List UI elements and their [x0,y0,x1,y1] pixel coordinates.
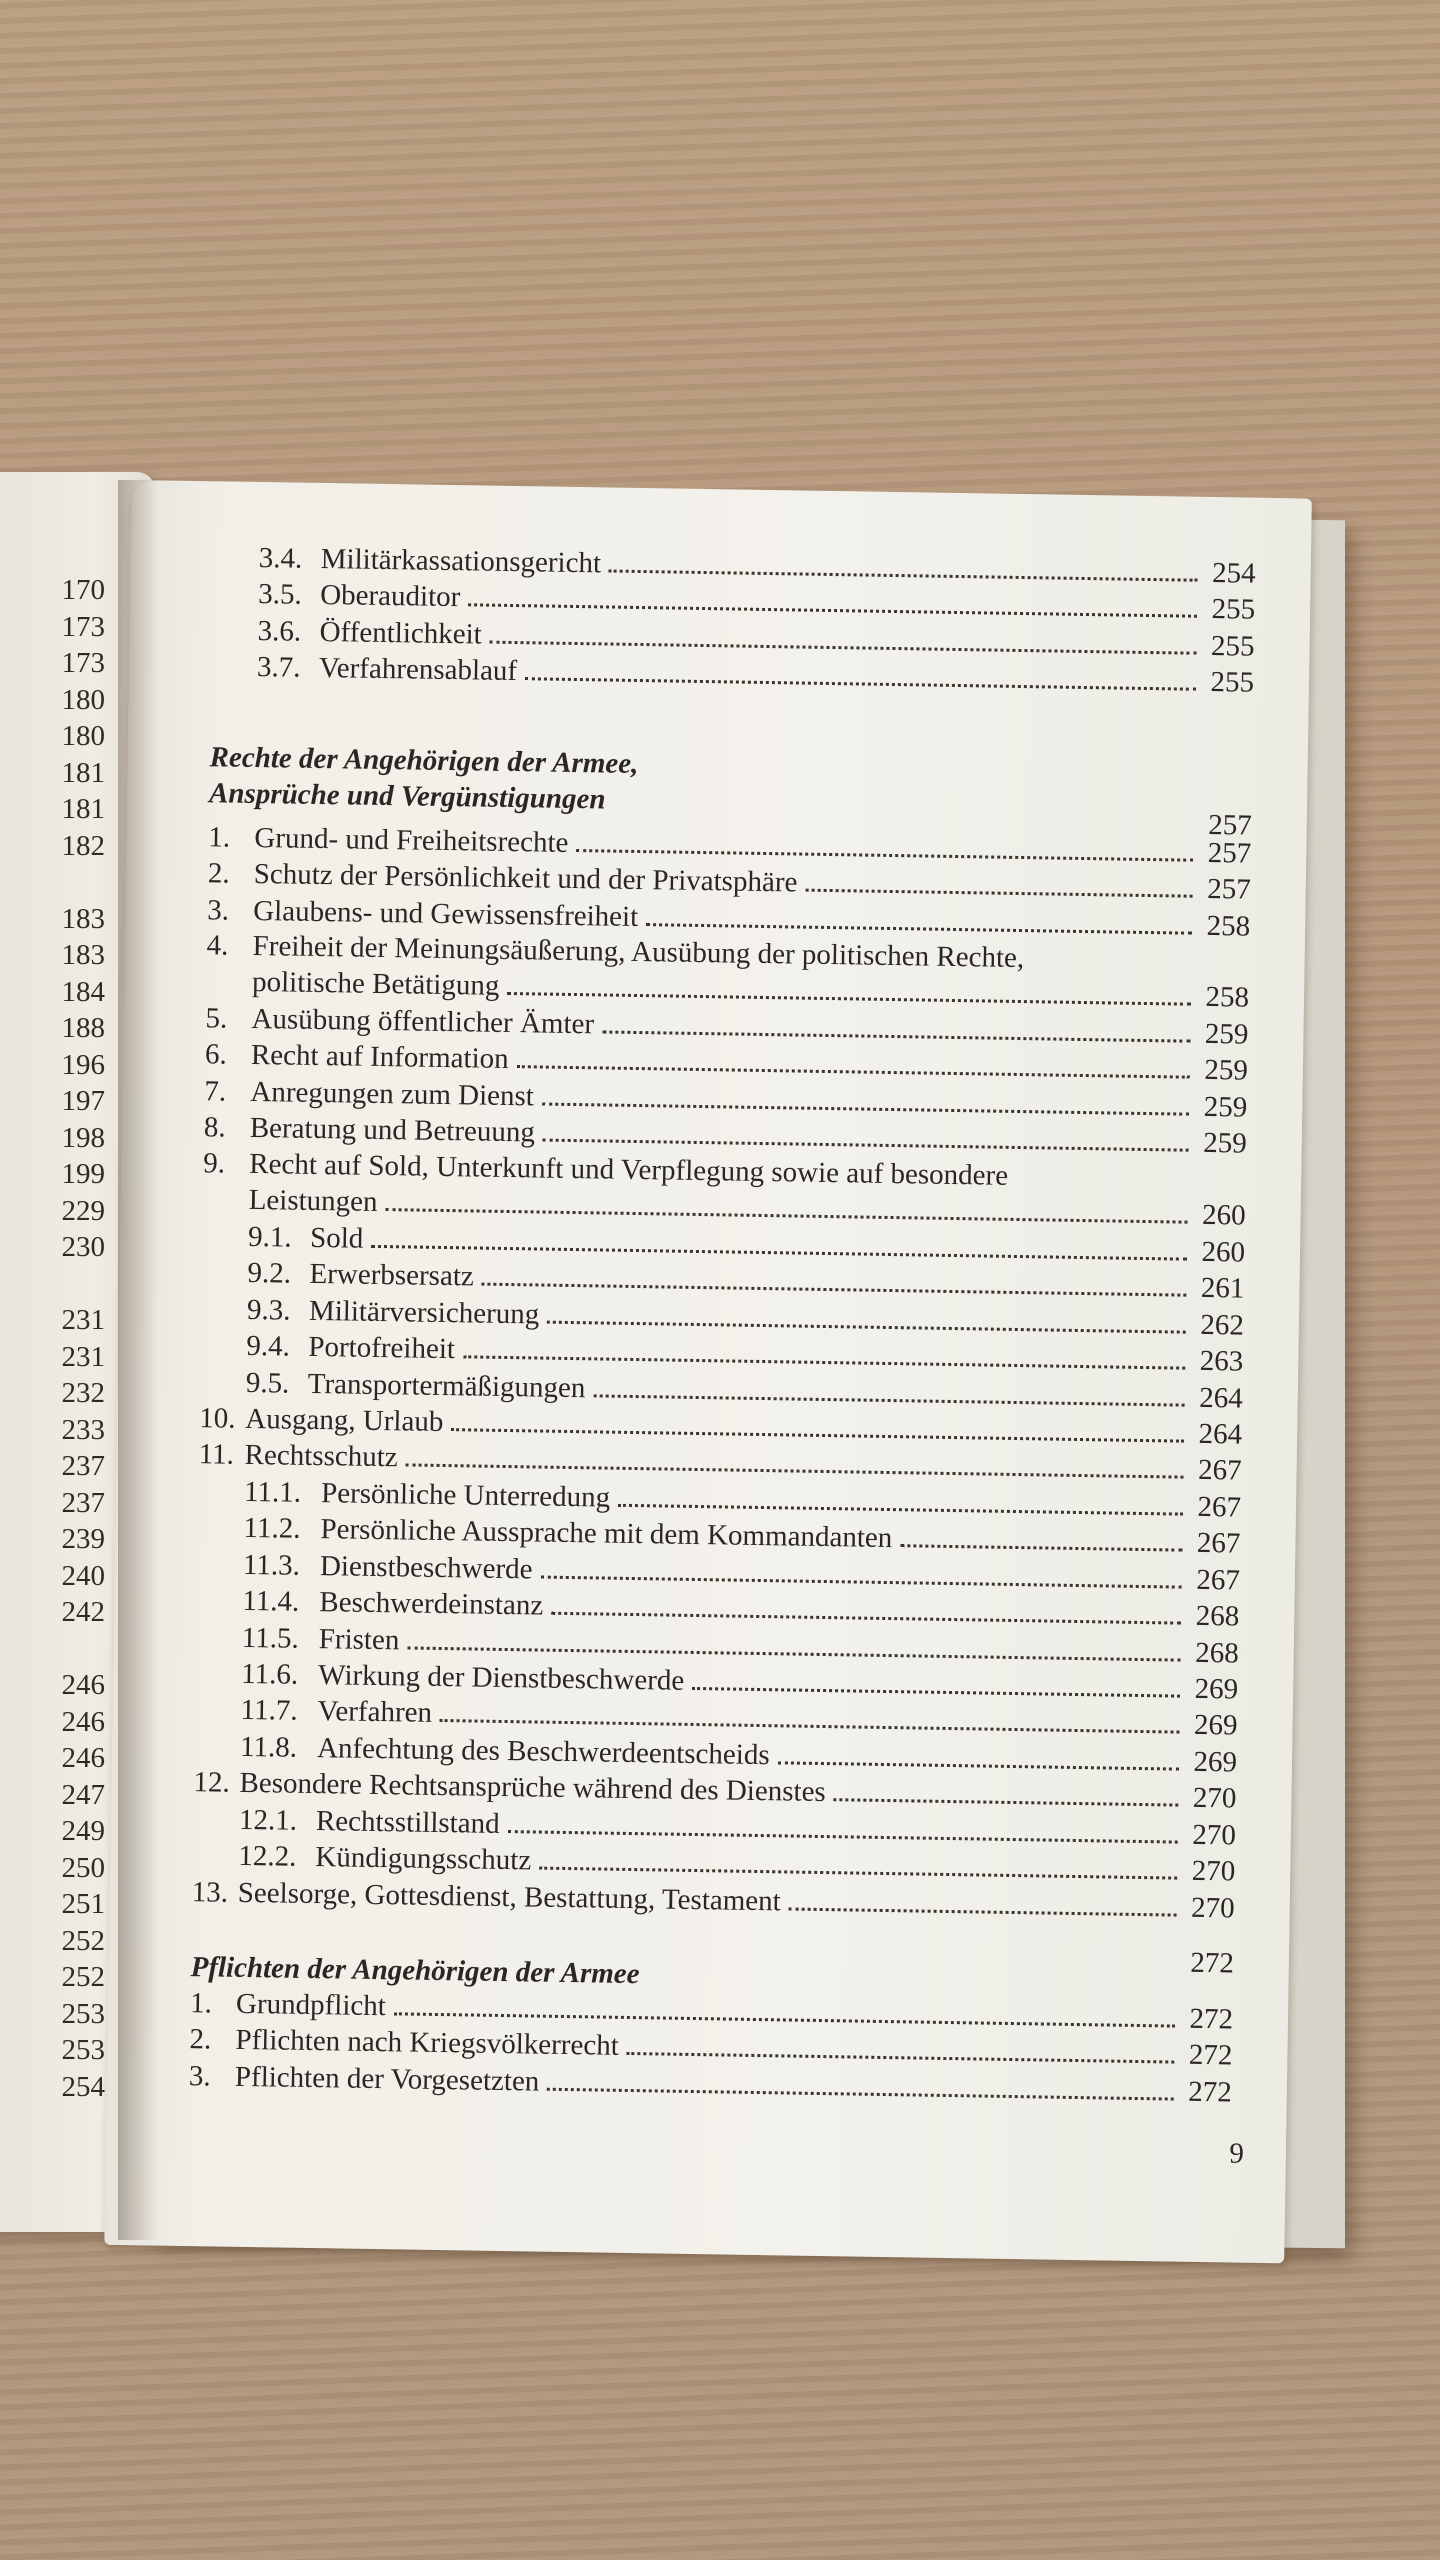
toc-entry-page: 272 [1188,2075,1233,2109]
toc-entry-title: Seelsorge, Gottesdienst, Bestattung, Testament [237,1876,782,1918]
toc-entry-number: 11.8. [239,1730,298,1764]
left-page-number: 199 [61,1158,105,1190]
toc-entry-page: 270 [1190,1891,1235,1925]
toc-entry-9-number: 9. [203,1147,226,1180]
toc-leader-dots [834,1798,1179,1806]
toc-leader-dots [490,640,1197,654]
section-heading-pflichten: Pflichten der Angehörigen der Armee [190,1951,640,1991]
toc-entry-title: Pflichten nach Kriegsvölkerrecht [235,2024,620,2063]
toc-leader-dots [618,1504,1183,1516]
toc-leader-dots [463,1355,1185,1369]
toc-entry-page: 270 [1192,1818,1237,1852]
left-page-number: 232 [61,1377,105,1409]
toc-entry-title: Ausgang, Urlaub [245,1402,444,1439]
left-page-number: 239 [61,1523,105,1555]
toc-leader-dots [507,1830,1177,1844]
toc-entry-title: Transportermäßigungen [307,1367,586,1404]
left-page-number: 250 [61,1851,105,1884]
toc-entry-number: 12.1. [238,1803,298,1837]
toc-entry-page: 264 [1198,1381,1243,1415]
toc-leader-dots [539,1867,1177,1880]
toc-leader-dots [547,1320,1186,1333]
toc-leader-dots [406,1464,1184,1479]
toc-entry-title: Kündigungsschutz [315,1841,532,1877]
toc-entry-number: 11.1. [243,1475,302,1509]
toc-entry-number: 12. [193,1766,231,1799]
toc-leader-dots [468,604,1197,618]
left-page-number: 180 [61,720,105,752]
toc-entry-page: 259 [1202,1127,1247,1160]
toc-entry-number: 11.7. [240,1694,298,1728]
left-page-number: 231 [61,1304,105,1336]
toc-entry-page: 257 [1207,836,1252,870]
left-page-number: 180 [61,683,105,716]
toc-entry-title: Militärkassationsgericht [320,542,602,580]
toc-entry-number: 9.4. [246,1330,291,1363]
toc-entry-number: 13. [191,1876,229,1909]
toc-entry-page: 262 [1200,1308,1245,1342]
toc-leader-dots [777,1761,1178,1770]
toc-entry-page: 270 [1191,1855,1236,1888]
toc-entry-number: 8. [203,1111,226,1144]
toc-leader-dots [543,1139,1189,1152]
left-page-number: 183 [61,939,105,971]
toc-entry-number: 5. [205,1002,228,1035]
book-gutter-shadow [118,480,158,2240]
toc-entry-title: Erwerbsersatz [309,1258,475,1293]
toc-leader-dots [507,992,1191,1006]
toc-leader-dots [407,1646,1180,1661]
toc-leader-dots [900,1545,1182,1552]
toc-entry-page: 269 [1193,1709,1238,1742]
left-page-number: 252 [61,1961,105,1993]
toc-entry-number: 3. [188,2059,211,2093]
left-page-number: 246 [61,1705,105,1738]
left-page-number: 230 [61,1231,105,1263]
toc-entry-title: Grund- und Freiheitsrechte [254,821,569,859]
left-page-number: 246 [61,1742,105,1774]
left-page-number: 182 [61,829,105,862]
toc-entry-title: Sold [309,1221,364,1255]
toc-entry-page: 259 [1204,1054,1249,1087]
toc-leader-dots [602,1030,1190,1042]
toc-entry-page: 260 [1201,1198,1246,1232]
left-page-number: 237 [61,1450,105,1482]
toc-entry-number: 11. [198,1438,235,1472]
toc-entry-number: 12.2. [238,1840,297,1874]
left-page-number: 183 [61,902,105,935]
toc-entry-number: 9.1. [247,1220,292,1254]
toc-leader-dots [576,849,1193,862]
toc-leader-dots [593,1394,1184,1406]
toc-entry-number: 9.5. [245,1366,290,1400]
left-page-number: 196 [61,1048,105,1081]
section-heading-rechte-page: 257 [1207,808,1252,842]
toc-leader-dots [394,2012,1175,2027]
toc-leader-dots [692,1687,1180,1698]
toc-entry-title: Verfahren [317,1695,433,1730]
toc-entry-title: Wirkung der Dienstbeschwerde [318,1659,685,1697]
toc-entry-title: Beratung und Betreuung [249,1112,536,1149]
toc-leader-dots [525,677,1196,691]
toc-leader-dots [646,923,1192,935]
toc-leader-dots [482,1283,1187,1297]
left-page-number: 181 [61,793,105,825]
toc-entry-title: Besondere Rechtsansprüche während des Dienstes [239,1766,826,1809]
left-page-number [0,864,105,901]
toc-entry-page: 255 [1211,593,1256,627]
toc-entry-page: 269 [1194,1672,1239,1706]
left-page-number: 237 [61,1486,105,1519]
left-page-number: 173 [61,647,105,679]
toc-entry-page: 257 [1206,873,1251,907]
toc-entry-page: 255 [1210,666,1255,699]
toc-entry-number: 11.3. [242,1548,301,1582]
toc-entry-number: 6. [204,1038,227,1071]
toc-entry-title: Glaubens- und Gewissensfreiheit [252,894,639,933]
left-page-number [0,1631,105,1668]
left-page-number: 242 [61,1596,105,1628]
toc-entry-title: Persönliche Unterredung [320,1477,611,1514]
toc-entry-9-line1: Recht auf Sold, Unterkunft und Verpflegung sowie auf besondere [249,1147,1009,1192]
toc-leader-dots [551,1612,1181,1625]
toc-entry-4-number: 4. [206,929,229,962]
toc-entry-page: 264 [1198,1417,1243,1451]
toc-leader-dots [540,1575,1181,1588]
toc-entry-page: 259 [1204,1017,1249,1051]
section-heading-rechte-line1: Rechte der Angehörigen der Armee, [209,741,639,780]
toc-entry-number: 3.7. [256,651,301,684]
toc-entry-number: 3. [207,894,230,927]
toc-entry-page: 261 [1200,1272,1245,1305]
left-page-number: 253 [61,2034,105,2066]
toc-entry-title: Recht auf Information [250,1039,509,1076]
toc-entry-number: 11.4. [242,1585,300,1618]
section-heading-pflichten-page: 272 [1190,1946,1235,1980]
toc-entry-page: 272 [1188,2039,1233,2072]
toc-leader-dots [627,2052,1175,2064]
toc-entry-title: Rechtsstillstand [315,1805,500,1840]
toc-entry-page: 267 [1197,1454,1242,1487]
left-page-number: 233 [61,1413,105,1446]
left-page-number: 198 [61,1121,105,1154]
toc-leader-dots [542,1102,1189,1115]
toc-entry-title: Verfahrensablauf [318,652,518,688]
left-page-number: 181 [61,756,105,789]
toc-leader-dots [516,1066,1189,1080]
toc-entry-page: 263 [1199,1345,1244,1378]
toc-entry-page: 267 [1196,1527,1241,1560]
left-page-number: 246 [61,1669,105,1701]
toc-entry-page: 258 [1205,980,1250,1014]
table-of-contents [104,480,1312,2263]
toc-leader-dots [789,1907,1177,1916]
toc-entry-title: Anregungen zum Dienst [250,1075,535,1113]
page-folio-number: 9 [1229,2137,1245,2170]
right-page [104,480,1312,2263]
toc-entry-number: 1. [189,1987,213,2020]
toc-entry-title: Beschwerdeinstanz [319,1586,544,1622]
toc-entry-title: Ausübung öffentlicher Ämter [251,1002,595,1041]
toc-entry-title: Öffentlichkeit [319,615,483,651]
toc-entry-number: 3.4. [258,542,303,575]
toc-entry-page: 269 [1193,1745,1238,1779]
left-page-number: 252 [61,1924,105,1957]
left-page-number: 184 [61,975,105,1008]
toc-entry-number: 9.2. [247,1257,292,1290]
left-page-number: 249 [61,1815,105,1847]
left-page-number: 170 [61,574,105,606]
toc-entry-page: 270 [1192,1781,1237,1815]
toc-entry-title: Grundpflicht [235,1987,387,2023]
toc-entry-title: Militärversicherung [308,1294,540,1331]
left-page-number: 231 [61,1340,105,1373]
left-page-number: 188 [61,1012,105,1044]
toc-leader-dots [609,570,1198,582]
toc-entry-number: 11.2. [243,1512,301,1546]
section-heading-rechte-line2: Ansprüche und Vergünstigungen [208,777,606,816]
left-page-number [0,1266,105,1303]
toc-entry-title: Anfechtung des Beschwerdeentscheids [316,1731,770,1771]
toc-entry-title: Dienstbeschwerde [319,1549,533,1586]
toc-leader-dots [385,1208,1187,1224]
left-page-number: 254 [61,2070,105,2103]
toc-entry-title: politische Betätigung [251,965,500,1002]
toc-entry-page: 268 [1195,1600,1240,1633]
toc-entry-number: 11.5. [241,1621,300,1655]
toc-entry-number: 2. [189,2023,212,2056]
toc-entry-title: Rechtsschutz [244,1439,398,1474]
toc-entry-page: 255 [1210,629,1255,663]
left-page-number-column [0,572,105,2105]
toc-entry-number: 1. [208,821,231,854]
toc-entry-page: 260 [1201,1235,1246,1269]
toc-entry-number: 2. [207,857,230,890]
toc-entry-number: 3.5. [257,578,302,612]
toc-entry-title: Schutz der Persönlichkeit und der Privatsphäre [253,858,798,899]
toc-entry-number: 3.6. [257,614,302,648]
toc-entry-title: Portofreiheit [308,1331,456,1366]
toc-entry-number: 7. [204,1075,227,1108]
toc-entry-title: Oberauditor [319,579,461,614]
toc-entry-title: Pflichten der Vorgesetzten [234,2060,540,2098]
toc-entry-title: Fristen [318,1622,400,1656]
toc-entry-number: 11.6. [241,1657,299,1691]
left-page-number: 229 [61,1194,105,1227]
toc-entry-4-line1: Freiheit der Meinungsäußerung, Ausübung der politischen Rechte, [252,929,1025,975]
left-page-number: 253 [61,1997,105,2030]
left-page-number: 247 [61,1778,105,1811]
toc-entry-number: 10. [199,1402,236,1435]
toc-entry-page: 267 [1197,1490,1242,1524]
toc-leader-dots [451,1428,1184,1443]
toc-leader-dots [805,889,1192,898]
left-page-number: 251 [61,1888,105,1920]
toc-entry-number: 9.3. [246,1293,291,1327]
toc-entry-page: 258 [1206,909,1251,943]
left-page-number: 240 [61,1559,105,1592]
left-page-number: 173 [61,610,105,643]
toc-entry-page: 272 [1189,2002,1234,2036]
left-page-number: 197 [61,1085,105,1117]
toc-entry-title: Leistungen [248,1183,378,1218]
toc-entry-title: Persönliche Aussprache mit dem Kommandanten [320,1513,893,1555]
toc-entry-page: 254 [1211,556,1256,590]
toc-entry-page: 259 [1203,1090,1248,1124]
toc-entry-page: 268 [1194,1636,1239,1670]
toc-leader-dots [547,2088,1174,2101]
toc-entry-page: 267 [1196,1563,1241,1597]
toc-leader-dots [440,1719,1180,1734]
